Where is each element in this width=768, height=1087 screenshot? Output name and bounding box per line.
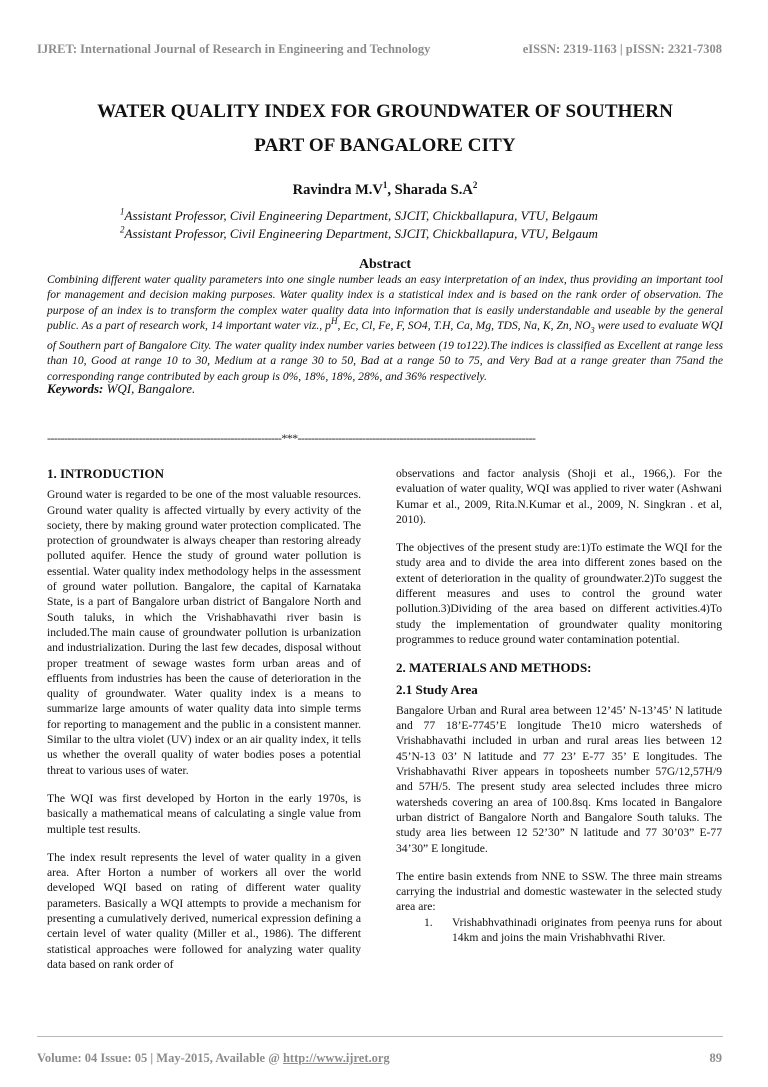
author-separator: , — [387, 182, 395, 198]
footer-volume — [37, 1051, 390, 1066]
author-2-sup: 2 — [472, 180, 478, 191]
right-column — [396, 466, 722, 945]
affiliation-1-text: Assistant Professor, Civil Engineering Department, SJCIT, Chickballapura, VTU, Belgaum — [124, 208, 598, 223]
footer-volume-text: Volume: 04 Issue: 05 | May-2015, Available @ — [37, 1051, 283, 1065]
abstract-sub: 3 — [590, 325, 595, 335]
objectives-paragraph: The objectives of the present study are:1)To estimate the WQI for the study area and to divide the area into different zones based on the extent of deterioration in the quality of groundwater.2)To suggest the different measures and uses to control the ground water pollution.3)Dividing of the area based on different activities.4)To study the implementation of groundwater quality monitoring programmes to reduce ground water contamination potential. — [396, 541, 722, 646]
intro-paragraph-1: Ground water is regarded to be one of the most valuable resources. Ground water quality is affected virtually by every activity of the society, there by making ground water protection complicated. The protection of groundwater is always cheaper than restoring already polluted aquifer. Hence the study of ground water pollution is essential. Water quality index methodology helps in the assessment of ground water pollution. Bangalore, the capital of Karnataka State, is a part of Bangalore urban district of Bangalore North and South taluks, in which the Vrishabhavathi river basin is included.The main cause of groundwater pollution is urbanization and industrialization. During the last few decades, disposal without proper treatment of sewage wastes form urban areas and of effluents from industries has been the cause of deterioration in the quality of groundwater. Water quality index is a means to summarize large amounts of water quality data into simple terms for reporting to management and the public in a consistent manner. Similar to the ultra violet (UV) index or an air quality index, it tells us whether the overall quality of water bodies poses a potential threat to various uses of water. — [47, 488, 361, 777]
abstract-part-1: Combining different water quality parameters into one single number leads an easy interpretation of an index, thus providing an important tool for management and decision making purposes. Water quality index is a statistical index and is based on the rank order of observation. The purpose of an index is to transform the complex water quality data into information that is easily understandable and useable by the general public. As a part of research work, 14 important water viz., p — [47, 273, 723, 333]
section-separator: ---------------------------------------------------------------------***---------------------------------------------------------------------- — [47, 431, 536, 445]
footer-divider — [37, 1036, 723, 1037]
study-area-heading: 2.1 Study Area — [396, 681, 478, 697]
author-1-sup: 1 — [382, 180, 388, 191]
affiliation-1-sup: 1 — [120, 206, 125, 217]
abstract-part-2: , Ec, Cl, Fe, F, SO4, T.H, Ca, Mg, TDS, Na, K, Zn, NO — [337, 319, 591, 333]
authors — [40, 182, 730, 199]
page-number: 89 — [709, 1051, 722, 1065]
affiliation-2-text: Assistant Professor, Civil Engineering Department, SJCIT, Chickballapura, VTU, Belgaum — [124, 226, 598, 241]
intro-paragraph-2: The WQI was first developed by Horton in the early 1970s, is basically a mathematical means of calculating a single value from multiple test results. — [47, 791, 361, 836]
intro-heading: 1. INTRODUCTION — [47, 466, 165, 481]
study-area-paragraph: Bangalore Urban and Rural area between 12’45’ N-13’45’ N latitude and 77 18’E-7745’E longitude The10 micro watersheds of Vrishabhavathi included in urban and rural areas lies between 12 45’N-13 03’ N latitude and 77 23’ E-77 35’ E longitudes. The Vrishabhavathi River appears in toposheets number 57G/12,57H/9 and 57H/5. The present study area selected includes three micro watersheds covering an area of 100.8sq. Kms located in Bangalore urban district of Bangalore North and Bangalore South taluks. The study area lies between 12 52’30” N latitude and 77 30’03” E-77 34’30” E longitude. — [396, 703, 722, 855]
abstract-text — [47, 272, 723, 384]
author-2: Sharada S.A — [394, 182, 473, 198]
materials-heading: 2. MATERIALS AND METHODS: — [396, 660, 592, 676]
affiliation-2 — [120, 226, 680, 242]
streams-list — [396, 915, 722, 946]
running-header — [37, 42, 722, 60]
list-item-number: 1. — [424, 915, 433, 929]
right-paragraph-1: observations and factor analysis (Shoji et al., 1966,). For the evaluation of water quality, WQI was applied to river water (Ashwani Kumar et al., 2009, Rita.N.Kumar et al., 2009, N. Singkran . et al, 2010). — [396, 467, 722, 526]
affiliation-2-sup: 2 — [120, 224, 125, 235]
abstract-heading: Abstract — [358, 257, 412, 272]
title-line-1: WATER QUALITY INDEX FOR GROUNDWATER OF SOUTHERN — [97, 101, 673, 122]
affiliation-1 — [120, 208, 680, 224]
paper-title — [40, 95, 730, 163]
list-item — [396, 915, 722, 946]
abstract-part-3: were used to evaluate WQI of Southern part of Bangalore City. The water quality index number varies between (19 to122).The indices is classified as Excellent at range less than 10, Good at range 10 to 30, Medium at a range 30 to 50, Bad at a range 50 to 75, and Very Bad at a range greater than 75and the corresponding range contributed by each group is 0%, 18%, 18%, 28%, and 36% respectively. — [47, 319, 723, 383]
basin-paragraph: The entire basin extends from NNE to SSW. The three main streams carrying the industrial and domestic wastewater in the selected study area are: — [396, 869, 722, 914]
running-footer — [37, 1051, 722, 1067]
left-column — [47, 462, 361, 985]
list-item-text: Vrishabhvathinadi originates from peenya runs for about 14km and joins the main Vrishabhvathi River. — [452, 915, 722, 945]
title-line-2: PART OF BANGALORE CITY — [254, 135, 516, 156]
author-1: Ravindra M.V — [292, 182, 383, 198]
keywords — [47, 381, 195, 397]
intro-paragraph-3: The index result represents the level of water quality in a given area. After Horton a number of workers all over the world developed WQI based on rating of different water quality parameters. Basically a WQI attempts to provide a mechanism for presenting a cumulatively derived, numerical expression defining a certain level of water quality (Miller et al., 1986). The different statistical approaches were followed for analyzing water quality data based on rank order of — [47, 850, 361, 971]
journal-name: IJRET: International Journal of Research in Engineering and Technology — [37, 42, 431, 56]
journal-link[interactable]: http://www.ijret.org — [282, 1051, 390, 1065]
abstract-sup: H — [330, 316, 338, 327]
issn: eISSN: 2319-1163 | pISSN: 2321-7308 — [522, 42, 722, 56]
keywords-label: Keywords: — [47, 381, 104, 396]
keywords-value: WQI, Bangalore. — [103, 381, 196, 396]
